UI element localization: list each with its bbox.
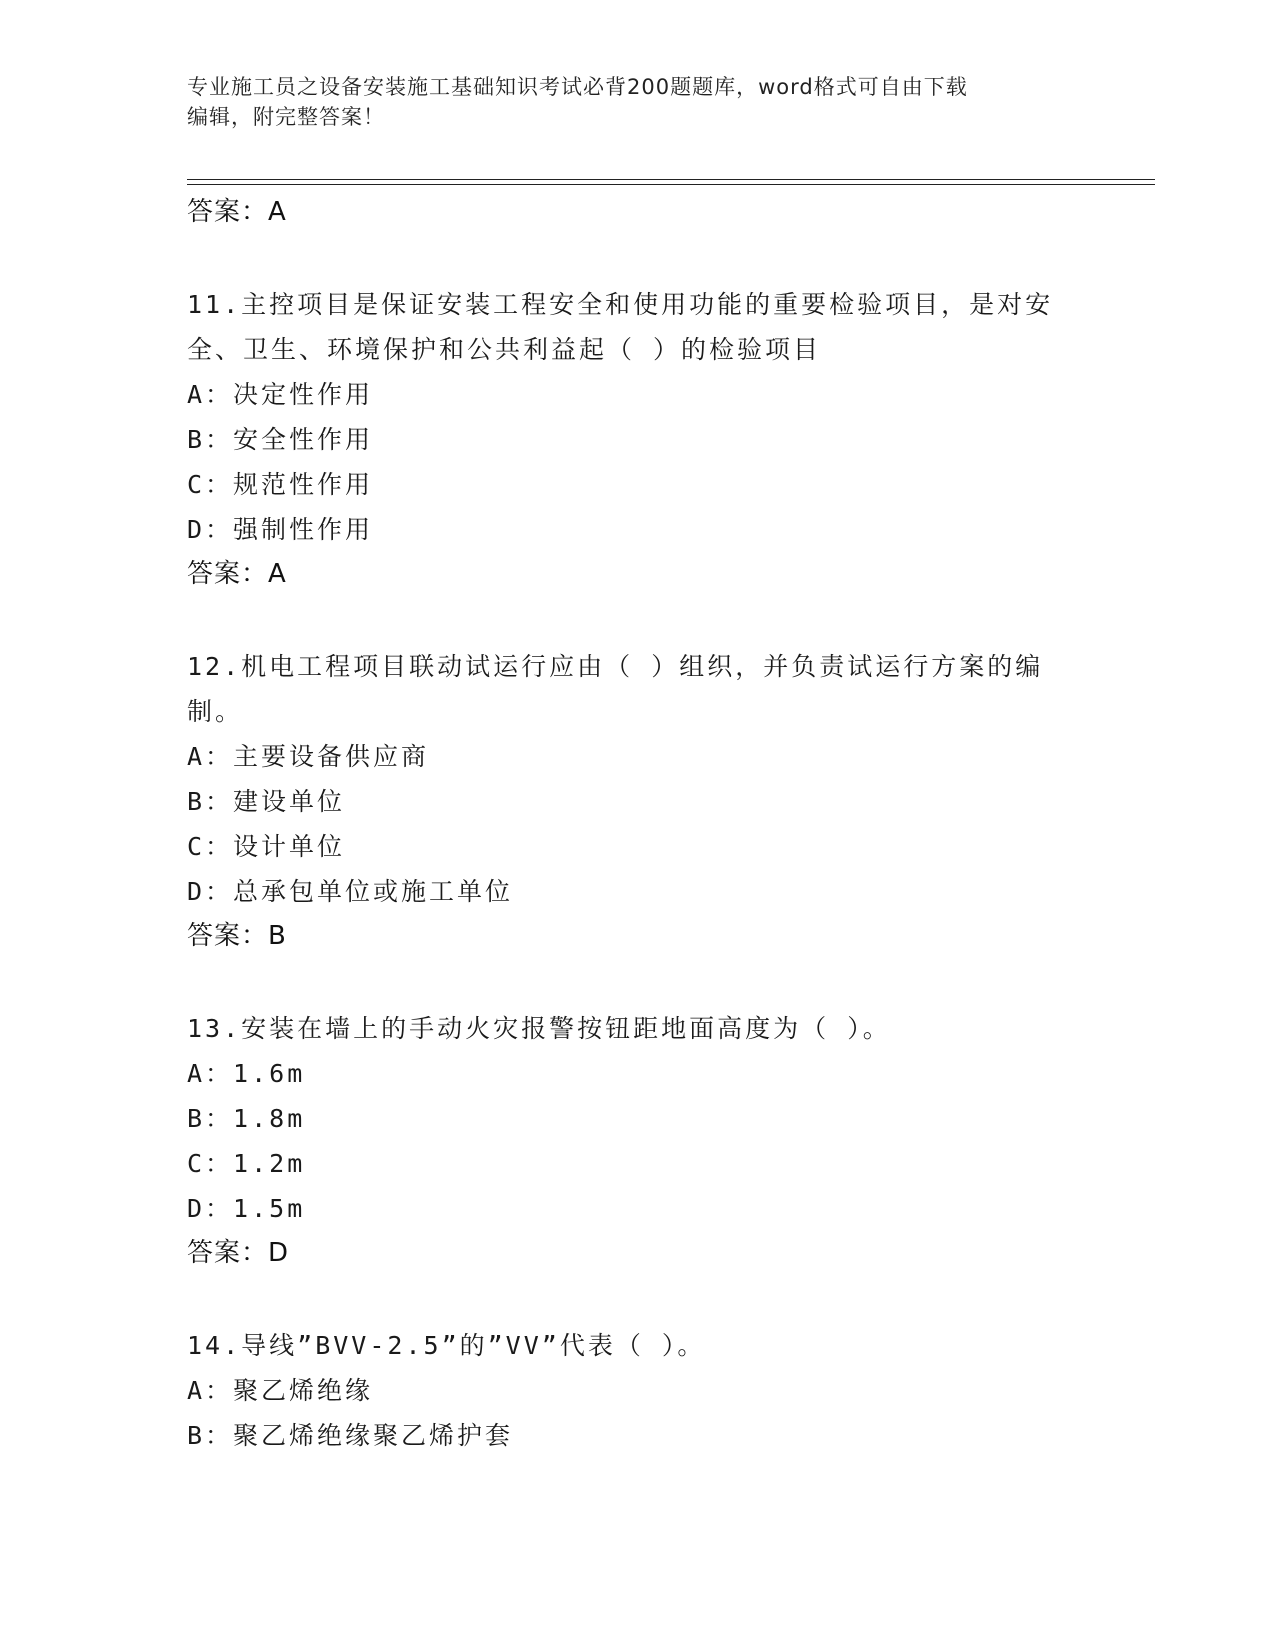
- option-a: A：聚乙烯绝缘: [187, 1376, 374, 1405]
- option-b: B：聚乙烯绝缘聚乙烯护套: [187, 1421, 514, 1450]
- header-rule-bottom: [187, 184, 1155, 185]
- spacer: [187, 235, 1087, 282]
- question-13: [187, 1006, 1087, 1276]
- question-14: [187, 1323, 1087, 1458]
- question-text: [187, 282, 1067, 372]
- question-text: [187, 644, 1067, 734]
- option-d: D：1.5m: [187, 1194, 306, 1223]
- option-c: C：规范性作用: [187, 470, 374, 499]
- header-rule-top: [187, 179, 1155, 180]
- header-title-line-2: 编辑，附完整答案！: [187, 105, 385, 129]
- option-b: B：安全性作用: [187, 425, 374, 454]
- header-title-line-1: 专业施工员之设备安装施工基础知识考试必背200题题库，word格式可自由下载: [187, 75, 968, 99]
- option-b: B：建设单位: [187, 787, 346, 816]
- spacer: [187, 1276, 1087, 1323]
- spacer: [187, 959, 1087, 1006]
- document-header: [187, 72, 1067, 132]
- answer-line: 答案：D: [187, 1238, 290, 1268]
- option-d: D：总承包单位或施工单位: [187, 877, 514, 906]
- option-d: D：强制性作用: [187, 515, 374, 544]
- option-c: C：设计单位: [187, 832, 346, 861]
- question-text-line: 全、卫生、环境保护和公共利益起（ ）的检验项目: [187, 335, 822, 364]
- option-a: A：1.6m: [187, 1059, 306, 1088]
- option-b: B：1.8m: [187, 1104, 306, 1133]
- option-c: C：1.2m: [187, 1149, 306, 1178]
- question-text: [187, 1323, 1067, 1368]
- question-text-line: 14.导线”BVV-2.5”的”VV”代表（ ）。: [187, 1331, 706, 1360]
- document-body: [187, 190, 1087, 1458]
- option-a: A：决定性作用: [187, 380, 374, 409]
- question-text-line: 11.主控项目是保证安装工程安全和使用功能的重要检验项目，是对安: [187, 290, 1054, 319]
- answer-line: 答案：A: [187, 559, 287, 589]
- question-text-line: 制。: [187, 697, 244, 726]
- question-text-line: 12.机电工程项目联动试运行应由（ ）组织，并负责试运行方案的编: [187, 652, 1044, 681]
- question-12: [187, 644, 1087, 959]
- question-11: [187, 282, 1087, 597]
- question-text: [187, 1006, 1067, 1051]
- option-a: A：主要设备供应商: [187, 742, 430, 771]
- spacer: [187, 597, 1087, 644]
- question-text-line: 13.安装在墙上的手动火灾报警按钮距地面高度为（ ）。: [187, 1014, 891, 1043]
- answer-line: 答案：B: [187, 921, 287, 951]
- answer-line: 答案：A: [187, 197, 287, 227]
